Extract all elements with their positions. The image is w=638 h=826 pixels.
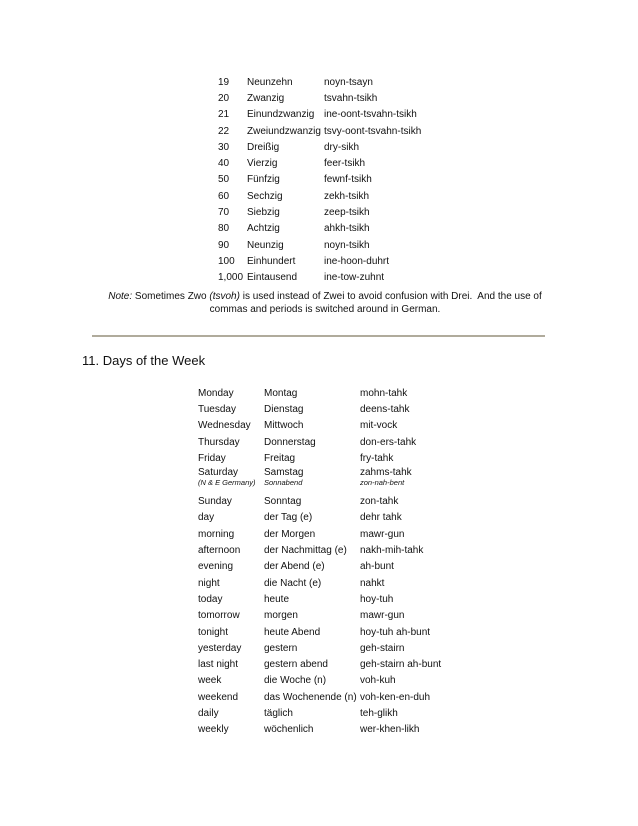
table-row	[218, 139, 464, 155]
pronunciation-cell: ine-tow-zuhnt	[324, 272, 385, 284]
note-text-after: is used instead of Zwei to avoid confusion with Drei. And the use of	[239, 291, 542, 302]
number-cell: 22	[218, 125, 230, 137]
english-cell	[198, 467, 264, 488]
pronunciation-cell: mohn-tahk	[360, 387, 408, 399]
table-row	[198, 510, 480, 526]
pronunciation-cell: mawr-gun	[360, 610, 405, 622]
german-cell: Sonntag	[264, 496, 302, 508]
german-cell: die Woche (n)	[264, 675, 327, 687]
table-row	[218, 90, 464, 106]
section-divider	[92, 335, 545, 337]
english-cell: Thursday	[198, 436, 240, 448]
english-cell: weekly	[198, 724, 229, 736]
table-row	[198, 608, 480, 624]
pronunciation-cell: fewnf-tsikh	[324, 174, 372, 186]
english-cell: evening	[198, 561, 234, 573]
german-cell: der Morgen	[264, 528, 316, 540]
german-cell: Donnerstag	[264, 436, 316, 448]
table-row	[198, 640, 480, 656]
number-cell: 19	[218, 76, 230, 88]
german-cell: gestern abend	[264, 659, 328, 671]
english-main: Saturday	[198, 467, 239, 479]
german-cell: Achtzig	[247, 223, 280, 235]
german-cell: wöchenlich	[264, 724, 314, 736]
english-cell: Tuesday	[198, 403, 236, 415]
days-table	[198, 385, 480, 738]
table-row	[198, 705, 480, 721]
english-note: (N & E Germany)	[198, 478, 256, 488]
german-alt: Sonnabend	[264, 478, 303, 488]
german-cell: Siebzig	[247, 207, 280, 219]
pronunciation-cell: tsvy-oont-tsvahn-tsikh	[324, 125, 422, 137]
note-label: Note:	[108, 291, 133, 302]
pronunciation-cell: dehr tahk	[360, 512, 402, 524]
pronunciation-cell: teh-glikh	[360, 707, 398, 719]
german-cell: Dreißig	[247, 141, 280, 153]
table-row	[198, 434, 480, 450]
pronunciation-cell: dry-sikh	[324, 141, 360, 153]
german-cell: Einhundert	[247, 255, 296, 267]
number-cell: 60	[218, 190, 230, 202]
german-cell: Einundzwanzig	[247, 109, 315, 121]
english-cell: weekend	[198, 691, 239, 703]
german-cell: heute	[264, 593, 290, 605]
pronunciation-cell: feer-tsikh	[324, 158, 366, 170]
english-cell: morning	[198, 528, 235, 540]
table-row	[198, 450, 480, 466]
number-cell: 50	[218, 174, 230, 186]
pronunciation-cell	[360, 467, 480, 488]
pronunciation-cell: deens-tahk	[360, 403, 410, 415]
pronunciation-cell: ine-oont-tsvahn-tsikh	[324, 109, 417, 121]
english-cell: Sunday	[198, 496, 232, 508]
german-main: Samstag	[264, 467, 304, 479]
german-cell: Vierzig	[247, 158, 278, 170]
german-cell: Montag	[264, 387, 298, 399]
number-cell: 70	[218, 207, 230, 219]
pronunciation-cell: zekh-tsikh	[324, 190, 370, 202]
german-cell	[264, 467, 360, 488]
number-cell: 80	[218, 223, 230, 235]
german-cell: gestern	[264, 642, 298, 654]
number-cell: 20	[218, 92, 230, 104]
english-cell: yesterday	[198, 642, 242, 654]
pronunciation-cell: hoy-tuh ah-bunt	[360, 626, 431, 638]
german-cell: Zweiundzwanzig	[247, 125, 321, 137]
german-cell: Eintausend	[247, 272, 298, 284]
german-cell: Zwanzig	[247, 92, 285, 104]
table-row	[218, 204, 464, 220]
table-row	[198, 418, 480, 434]
table-row	[218, 253, 464, 269]
english-cell: last night	[198, 659, 239, 671]
table-row	[198, 493, 480, 509]
note-paragraph	[90, 290, 560, 316]
pronunciation-cell: geh-stairn	[360, 642, 405, 654]
table-row	[198, 385, 480, 401]
table-row	[218, 188, 464, 204]
english-cell: daily	[198, 707, 219, 719]
pronunciation-cell: zeep-tsikh	[324, 207, 370, 219]
german-cell: morgen	[264, 610, 298, 622]
german-cell: der Tag (e)	[264, 512, 313, 524]
pron-alt: zon-nah-bent	[360, 478, 405, 488]
table-row	[198, 401, 480, 417]
english-cell: Wednesday	[198, 420, 251, 432]
table-row	[218, 107, 464, 123]
pronunciation-cell: nakh-mih-tahk	[360, 545, 424, 557]
english-cell: day	[198, 512, 215, 524]
english-cell: today	[198, 593, 223, 605]
pronunciation-cell: tsvahn-tsikh	[324, 92, 378, 104]
pronunciation-cell: don-ers-tahk	[360, 436, 417, 448]
table-row	[198, 559, 480, 575]
table-row	[198, 466, 480, 491]
note-line-1	[90, 290, 560, 303]
pron-main: zahms-tahk	[360, 467, 412, 479]
number-cell: 30	[218, 141, 230, 153]
pronunciation-cell: fry-tahk	[360, 452, 394, 464]
pronunciation-cell: zon-tahk	[360, 496, 399, 508]
number-cell: 40	[218, 158, 230, 170]
table-row	[198, 542, 480, 558]
table-row	[218, 74, 464, 90]
pronunciation-cell: noyn-tsikh	[324, 239, 370, 251]
pronunciation-cell: voh-ken-en-duh	[360, 691, 431, 703]
section-title: 11. Days of the Week	[82, 353, 206, 368]
table-row	[198, 575, 480, 591]
english-cell: Monday	[198, 387, 234, 399]
pronunciation-cell: ine-hoon-duhrt	[324, 255, 390, 267]
table-row	[198, 689, 480, 705]
pronunciation-cell: voh-kuh	[360, 675, 396, 687]
pronunciation-cell: ahkh-tsikh	[324, 223, 370, 235]
number-cell: 90	[218, 239, 230, 251]
pronunciation-cell: hoy-tuh	[360, 593, 394, 605]
table-row	[198, 526, 480, 542]
pronunciation-cell: mit-vock	[360, 420, 398, 432]
numbers-table	[218, 74, 464, 286]
german-cell: Mittwoch	[264, 420, 304, 432]
german-cell: der Nachmittag (e)	[264, 545, 347, 557]
table-row	[218, 123, 464, 139]
table-row	[218, 237, 464, 253]
table-row	[198, 624, 480, 640]
english-cell: Friday	[198, 452, 226, 464]
table-row	[198, 591, 480, 607]
german-cell: Fünfzig	[247, 174, 280, 186]
pronunciation-cell: nahkt	[360, 577, 385, 589]
english-cell: afternoon	[198, 545, 241, 557]
german-cell: Dienstag	[264, 403, 304, 415]
pronunciation-cell: mawr-gun	[360, 528, 405, 540]
german-cell: Neunzehn	[247, 76, 293, 88]
german-cell: täglich	[264, 707, 293, 719]
german-cell: das Wochenende (n)	[264, 691, 357, 703]
note-line-2: commas and periods is switched around in German.	[209, 304, 441, 315]
number-cell: 100	[218, 255, 235, 267]
note-text-before: Sometimes Zwo	[132, 291, 210, 302]
table-row	[218, 270, 464, 286]
pronunciation-cell: noyn-tsayn	[324, 76, 373, 88]
german-cell: Freitag	[264, 452, 296, 464]
german-cell: die Nacht (e)	[264, 577, 322, 589]
pronunciation-cell: ah-bunt	[360, 561, 394, 573]
english-cell: week	[198, 675, 222, 687]
number-cell: 21	[218, 109, 230, 121]
german-cell: Sechzig	[247, 190, 283, 202]
number-cell: 1,000	[218, 272, 244, 284]
pronunciation-cell: wer-khen-likh	[360, 724, 420, 736]
german-cell: heute Abend	[264, 626, 321, 638]
table-row	[218, 155, 464, 171]
english-cell: tomorrow	[198, 610, 240, 622]
table-row	[218, 172, 464, 188]
german-cell: der Abend (e)	[264, 561, 325, 573]
table-row	[218, 221, 464, 237]
table-row	[198, 673, 480, 689]
table-row	[198, 722, 480, 738]
table-row	[198, 656, 480, 672]
note-term: (tsvoh)	[209, 291, 240, 302]
pronunciation-cell: geh-stairn ah-bunt	[360, 659, 442, 671]
english-cell: night	[198, 577, 220, 589]
english-cell: tonight	[198, 626, 229, 638]
german-cell: Neunzig	[247, 239, 284, 251]
